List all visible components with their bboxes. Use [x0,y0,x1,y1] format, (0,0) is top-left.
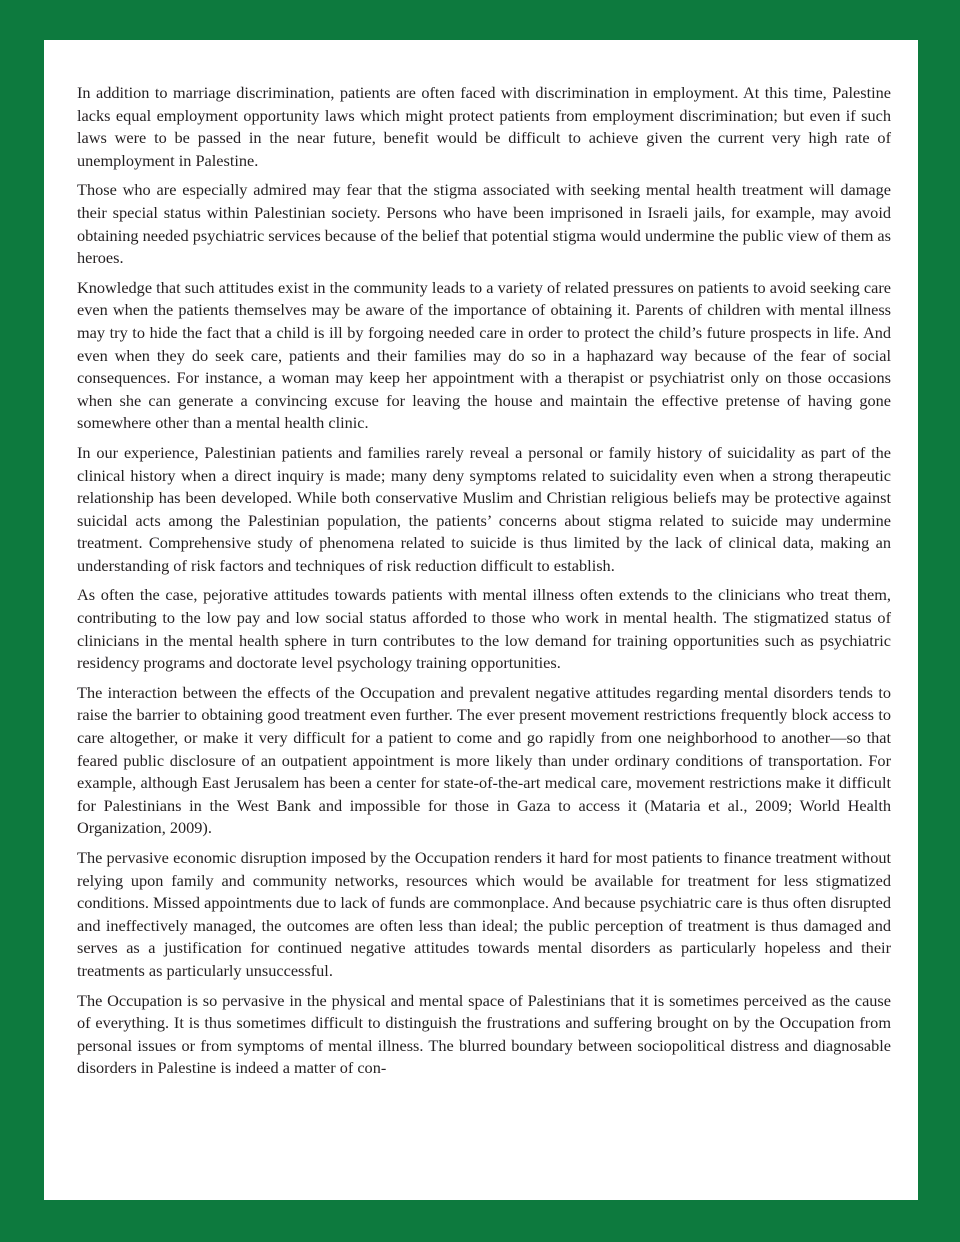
paragraph-clinician-stigma: As often the case, pejorative attitudes towards patients with mental illness often extends to the clinicians who treat them, contributing to the low pay and low social status afforded to those who work in mental health. The stigmatized status of clinicians in the mental health sphere in turn contributes to the low demand for training opportunities such as psychiatric residency programs and doctorate level psychology training opportunities. [77,585,891,673]
paragraph-employment-discrimination: In addition to marriage discrimination, patients are often faced with discrimination in employment. At this time, Palestine lacks equal employment opportunity laws which might protect patients from employment discrimination; but even if such laws were to be passed in the near future, benefit would be difficult to achieve given the current very high rate of unemployment in Palestine. [77,83,891,170]
paragraph-suicidality: In our experience, Palestinian patients and families rarely reveal a personal or family history of suicidality as part of the clinical history when a direct inquiry is made; many deny symptoms related to suicidality even when a strong therapeutic relationship has been developed. While both conservative Muslim and Christian religious beliefs may be protective against suicidal acts among the Palestinian population, the patients’ concerns about stigma related to suicide may undermine treatment. Comprehensive study of phenomena related to suicide is thus limited by the lack of clinical data, making an understanding of risk factors and techniques of risk reduction difficult to establish. [77,442,891,575]
paragraph-occupation-barriers: The interaction between the effects of the Occupation and prevalent negative attitudes regarding mental disorders tends to raise the barrier to obtaining good treatment even further. The ever present movement restrictions frequently block access to care altogether, or make it very difficult for a patient to come and go rapidly from one neighborhood to another—so that feared public disclosure of an outpatient appointment is more likely than under ordinary conditions of transportation. For example, although East Jerusalem has been a center for state-of-the-art medical care, movement restrictions make it difficult for Palestinians in the West Bank and impossible for those in Gaza to access it (Mataria et al., 2009; World Health Organization, 2009). [77,682,891,838]
paragraph-pressures-on-patients: Knowledge that such attitudes exist in the community leads to a variety of related pressures on patients to avoid seeking care even when the patients themselves may be aware of the importance of obtaining it. Parents of children with mental illness may try to hide the fact that a child is ill by forgoing needed care in order to protect the child’s future prospects in life. And even when they do seek care, patients and their families may do so in a haphazard way because of the fear of social consequences. For instance, a woman may keep her appointment with a therapist or psychiatrist only on those occasions when she can generate a convincing excuse for leaving the house and maintain the effective pretense of having gone somewhere other than a mental health clinic. [77,277,891,433]
paragraph-economic-disruption: The pervasive economic disruption imposed by the Occupation renders it hard for most patients to finance treatment without relying upon family and community networks, resources which would be available for treatment for less stigmatized conditions. Missed appointments due to lack of funds are commonplace. And because psychiatric care is thus often disrupted and ineffectively managed, the outcomes are often less than ideal; the public perception of treatment is thus damaged and serves as a justification for continued negative attitudes towards mental disorders as particularly hopeless and their treatments as particularly unsuccessful. [77,848,891,980]
paragraph-occupation-pervasive: The Occupation is so pervasive in the physical and mental space of Palestinians that it is sometimes perceived as the cause of everything. It is thus sometimes difficult to distinguish the frustrations and suffering brought on by the Occupation from personal issues or from symptoms of mental illness. The blurred boundary between sociopolitical distress and diagnosable disorders in Palestine is indeed a matter of con- [77,990,891,1078]
body-text-column [77,82,891,1087]
document-page [44,40,918,1200]
paragraph-admired-persons-stigma: Those who are especially admired may fear that the stigma associated with seeking mental health treatment will damage their special status within Palestinian society. Persons who have been imprisoned in Israeli jails, for example, may avoid obtaining needed psychiatric services because of the belief that potential stigma would undermine the public view of them as heroes. [77,180,891,268]
